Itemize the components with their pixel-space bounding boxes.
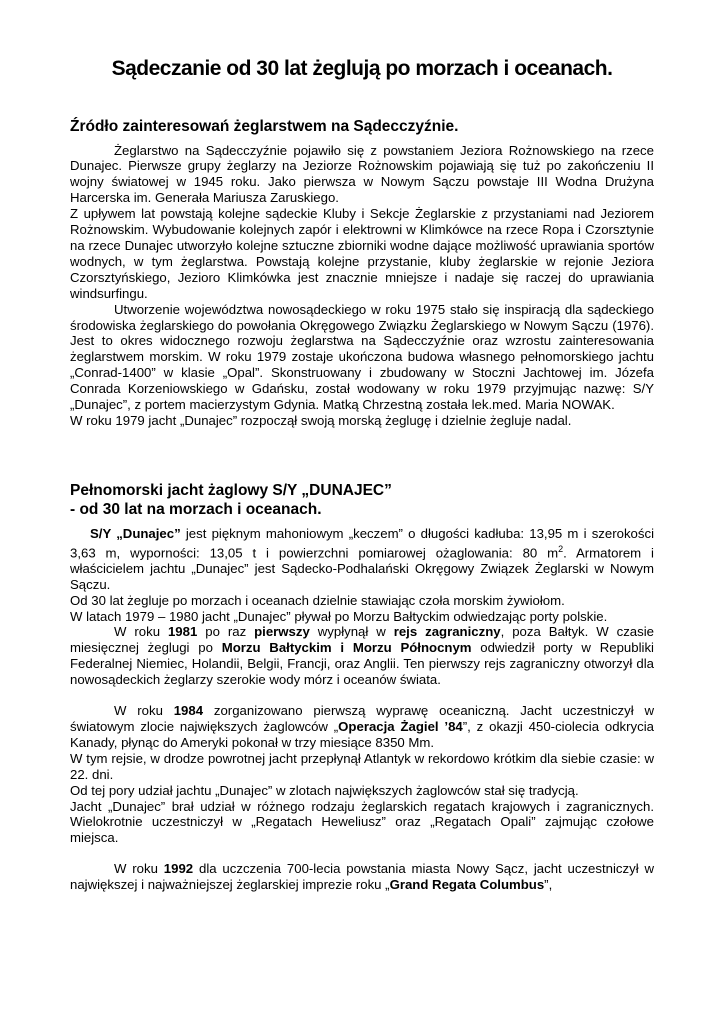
paragraph: W latach 1979 – 1980 jacht „Dunajec” pływał po Morzu Bałtyckim odwiedzając porty polskie.: [70, 608, 608, 624]
paragraph: W roku 1981 po raz pierwszy wypłynął w rejs zagraniczny, poza Bałtyk. W czasie miesięcznej żeglugi po Morzu Bałtyckim i Morzu Północnym odwiedził porty w Republiki Federalnej Niemiec, Holandii, Belgii, Francji, oraz Anglii. Ten pierwszy rejs zagraniczny otworzył dla nowosądeckich żeglarzy szerokie wody mórz i oceanów świata.: [70, 624, 654, 688]
section-heading-source-of-interest: Źródło zainteresowań żeglarstwem na Sądecczyźnie.: [70, 118, 459, 136]
paragraph: W tym rejsie, w drodze powrotnej jacht przepłynął Atlantyk w rekordowo krótkim dla siebie czasie: w 22. dni.: [70, 750, 654, 782]
paragraph: Żeglarstwo na Sądecczyźnie pojawiło się z powstaniem Jeziora Rożnowskiego na rzece Dunajec. Pierwsze grupy żeglarzy na Jeziorze Rożnowskim pojawiają się tuż po zakończeniu II wojny światowej w 1945 roku. Jako pierwsza w Nowym Sączu powstaje III Wodna Drużyna Harcerska im. Generała Mariusza Zaruskiego.: [70, 142, 654, 206]
paragraph: W roku 1984 zorganizowano pierwszą wyprawę oceaniczną. Jacht uczestniczył w światowym zlocie największych żaglowców „Operacja Żagiel ’84”, z okazji 450-ciolecia odkrycia Kanady, płynąc do Ameryki pokonał w trzy miesiące 8350 Mm.: [70, 703, 654, 750]
paragraph: S/Y „Dunajec” jest pięknym mahoniowym „keczem” o długości kadłuba: 13,95 m i szerokości 3,63 m, wyporności: 13,05 t i powierzchni pomiarowej ożaglowania: 80 $m^2$. Armatorem i właścicielem jachtu „Dunajec” jest Sądecko-Podhalański Okręgowy Związek Żeglarski w Nowym Sączu.: [70, 525, 654, 592]
paragraph: Z upływem lat powstają kolejne sądeckie Kluby i Sekcje Żeglarskie z przystaniami nad Jeziorem Rożnowskim. Wybudowanie kolejnych zapór i elektrowni w Klimkówce na rzece Ropa i Czorsztynie na rzece Dunajec utworzyło kolejne sztuczne zbiorniki wodne dające możliwość uprawiania sportów wodnych, w tym żeglarstwa. Powstają kolejne przystanie, kluby żeglarskie w rejonie Jeziora Czorsztyńskiego, Jezioro Klimkówka jest znacznie mniejsze i nadaje się raczej do uprawiania windsurfingu.: [70, 206, 654, 301]
paragraph-spacer: [70, 846, 654, 861]
paragraph: Od tej pory udział jachtu „Dunajec” w zlotach największych żaglowców stał się tradycją.: [70, 782, 579, 798]
paragraph: W roku 1992 dla uczczenia 700-lecia powstania miasta Nowy Sącz, jacht uczestniczył w największej i najważniejszej żeglarskiej imprezie roku „Grand Regata Columbus”,: [70, 861, 654, 893]
heading-line: - od 30 lat na morzach i oceanach.: [70, 501, 322, 519]
paragraph: Od 30 lat żegluje po morzach i oceanach dzielnie stawiając czoła morskim żywiołom.: [70, 592, 565, 608]
paragraph: W roku 1979 jacht „Dunajec” rozpoczął swoją morską żeglugę i dzielnie żegluje nadal.: [70, 412, 572, 428]
section-heading-yacht-dunajec: [70, 481, 654, 520]
paragraph: Utworzenie województwa nowosądeckiego w roku 1975 stało się inspiracją dla sądeckiego środowiska żeglarskiego do powołania Okręgowego Związku Żeglarskiego w Nowym Sączu (1976). Jest to okres widocznego rozwoju żeglarstwa na Sądecczyźnie oraz wzrostu zainteresowania żeglarstwem morskim. W roku 1979 zostaje ukończona budowa własnego pełnomorskiego jachtu „Conrad-1400” w klasie „Opal”. Skonstruowany i zbudowany w Stoczni Jachtowej im. Józefa Conrada Korzeniowskiego w Gdańsku, został wodowany w roku 1979 przyjmując nazwę: S/Y „Dunajec”, z portem macierzystym Gdynia. Matką Chrzestną została lek.med. Maria NOWAK.: [70, 301, 654, 413]
section-spacer: [70, 429, 654, 481]
paragraph: Jacht „Dunajec” brał udział w różnego rodzaju żeglarskich regatach krajowych i zagranicznych. Wielokrotnie uczestniczył w „Regatach Heweliusz” oraz „Regatach Opali” zajmując czołowe miejsca.: [70, 798, 654, 846]
superscript: 2: [558, 543, 564, 554]
paragraph-spacer: [70, 688, 654, 703]
document-page: [70, 56, 654, 893]
heading-line: Pełnomorski jacht żaglowy S/Y „DUNAJEC”: [70, 481, 392, 499]
yacht-name: S/Y „Dunajec”: [90, 525, 181, 541]
document-title: Sądeczanie od 30 lat żeglują po morzach i oceanach.: [111, 57, 613, 80]
